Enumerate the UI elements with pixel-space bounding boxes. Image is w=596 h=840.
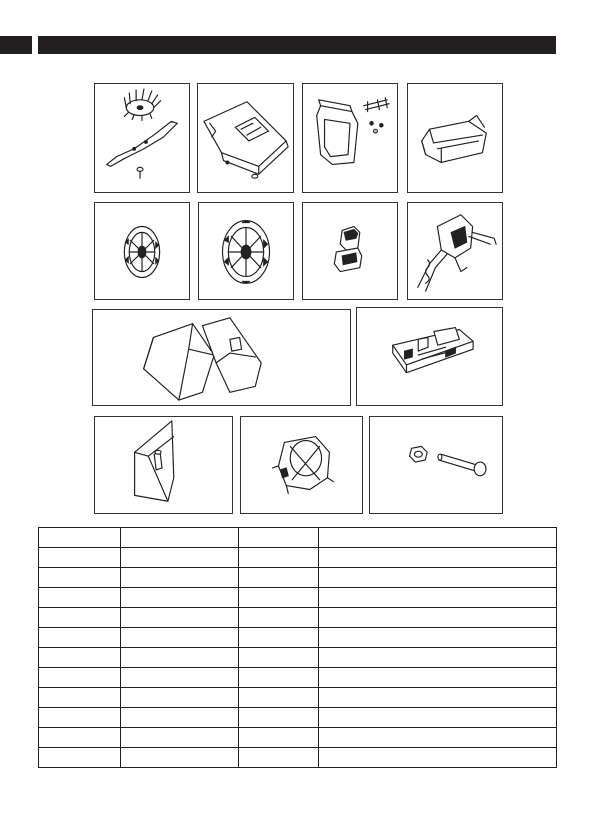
table-cell [239,648,319,668]
small-wheel-icon [95,203,189,299]
table-cell [121,628,239,648]
table-row [39,568,557,588]
table-cell [121,568,239,588]
table-cell [39,568,121,588]
side-discharge-chute-icon [95,417,232,513]
header-bar [38,36,556,54]
illustration-side-chute [94,416,233,514]
bolt-nut-icon [370,417,502,513]
table-cell [121,648,239,668]
table-cell [39,728,121,748]
table-cell [121,548,239,568]
table-cell [39,688,121,708]
table-cell [121,668,239,688]
parts-table [38,527,557,768]
illustration-motor [240,416,363,514]
table-cell [319,608,557,628]
table-row [39,728,557,748]
illustration-grass-bag [92,309,351,406]
illustration-bolt-nut [369,416,503,514]
table-cell [319,728,557,748]
table-row [39,628,557,648]
table-cell [39,708,121,728]
table-row [39,748,557,768]
table-cell [319,548,557,568]
illustration-handle [407,202,503,300]
header-left-block [0,36,32,54]
table-cell [121,608,239,628]
table-cell [39,588,121,608]
grass-bag-icon [93,310,350,405]
table-cell [239,728,319,748]
table-row [39,588,557,608]
table-row [39,608,557,628]
circuit-board-icon [357,308,502,405]
table-row [39,708,557,728]
table-cell [121,588,239,608]
table-cell [39,648,121,668]
deck-housing-icon [198,84,293,192]
table-row [39,648,557,668]
table-cell [121,748,239,768]
illustration-safety-key [302,202,398,300]
cover-plate-icon [408,84,502,192]
rear-flap-icon [303,84,397,192]
illustration-blade-fan-bolt [94,83,190,193]
table-row [39,528,557,548]
table-cell [239,568,319,588]
illustration-small-wheel [94,202,190,300]
large-wheel-icon [199,203,293,299]
table-cell [319,688,557,708]
table-cell [39,628,121,648]
illustration-cover-plate [407,83,503,193]
illustration-deck [197,83,294,193]
table-cell [39,528,121,548]
table-cell [121,688,239,708]
table-cell [39,668,121,688]
table-cell [239,708,319,728]
table-cell [319,588,557,608]
table-cell [239,548,319,568]
table-cell [239,588,319,608]
illustration-large-wheel [198,202,294,300]
table-cell [239,528,319,548]
blade-fan-bolt-icon [95,84,189,192]
illustration-circuit-board [356,307,503,406]
table-cell [39,608,121,628]
table-cell [121,528,239,548]
table-cell [319,628,557,648]
table-cell [121,708,239,728]
table-cell [319,748,557,768]
table-cell [239,668,319,688]
table-row [39,548,557,568]
table-row [39,668,557,688]
table-cell [319,708,557,728]
safety-key-icon [303,203,397,299]
table-cell [39,548,121,568]
table-cell [319,528,557,548]
table-cell [319,668,557,688]
table-cell [239,608,319,628]
motor-icon [241,417,362,513]
table-cell [239,628,319,648]
parts-table-body [39,528,557,768]
table-cell [239,748,319,768]
table-cell [121,728,239,748]
table-cell [319,648,557,668]
illustration-rear-flap [302,83,398,193]
table-cell [239,688,319,708]
handle-assembly-icon [408,203,502,299]
table-cell [39,748,121,768]
table-row [39,688,557,708]
table-cell [319,568,557,588]
